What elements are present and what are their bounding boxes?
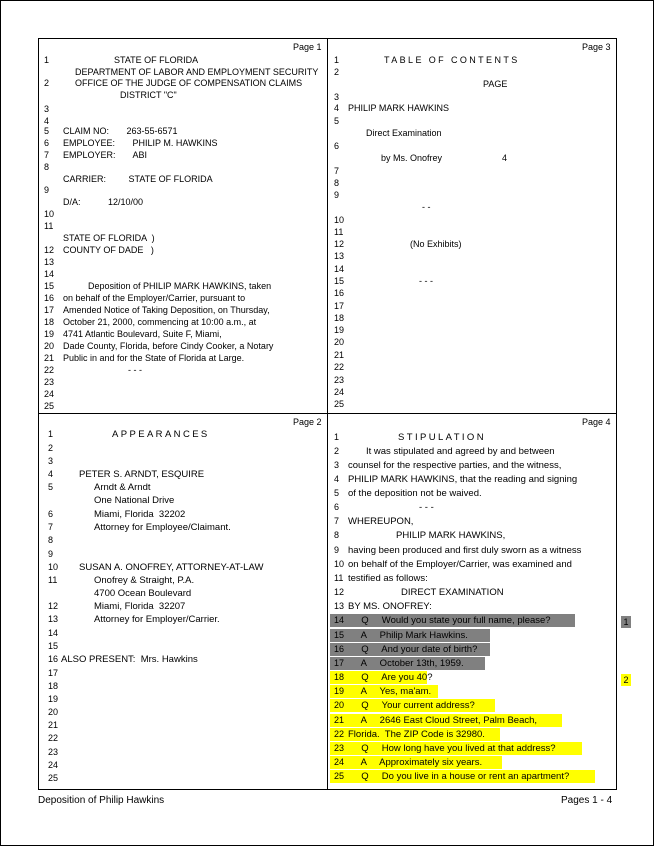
- line-number: 12: [44, 245, 55, 255]
- transcript-line: Onofrey & Straight, P.A.: [94, 575, 195, 586]
- transcript-line: - -: [422, 202, 431, 212]
- transcript-line: ALSO PRESENT: Mrs. Hawkins: [61, 654, 198, 665]
- line-number: 18: [334, 313, 345, 323]
- line-number: 2: [48, 443, 54, 453]
- transcript-line: Attorney for Employer/Carrier.: [94, 614, 220, 625]
- line-number: 3: [48, 456, 54, 466]
- transcript-line: EMPLOYEE: PHILIP M. HAWKINS: [63, 138, 218, 148]
- line-number: 15: [334, 276, 345, 286]
- transcript-line: CARRIER: STATE OF FLORIDA: [63, 174, 213, 184]
- line-number: 4: [334, 474, 340, 484]
- transcript-line: A Yes, ma'am.: [348, 686, 432, 697]
- line-number: 22: [334, 729, 345, 739]
- transcript-line: on behalf of the Employer/Carrier, pursuant to: [63, 293, 246, 303]
- line-number: 19: [44, 329, 55, 339]
- line-number: 6: [334, 502, 340, 512]
- line-number: 8: [334, 530, 340, 540]
- line-number: 2: [334, 446, 340, 456]
- line-number: 10: [48, 562, 59, 572]
- transcript-line: Q Do you live in a house or rent an apartment?: [348, 771, 570, 782]
- transcript-line: Dade County, Florida, before Cindy Cooker, a Notary: [63, 341, 274, 351]
- page-label-1: Page 1: [293, 42, 322, 52]
- transcript-line: D/A: 12/10/00: [63, 197, 144, 207]
- line-number: 22: [44, 365, 55, 375]
- line-number: 24: [44, 389, 55, 399]
- transcript-line: PHILIP MARK HAWKINS,: [396, 530, 506, 541]
- transcript-line: of the deposition not be waived.: [348, 488, 482, 499]
- line-number: 5: [334, 116, 340, 126]
- margin-marker-gray[interactable]: 1: [621, 616, 631, 628]
- transcript-line: 4741 Atlantic Boulevard, Suite F, Miami,: [63, 329, 222, 339]
- line-number: 15: [48, 641, 59, 651]
- transcript-line: Q How long have you lived at that address?: [348, 743, 556, 754]
- transcript-line: Miami, Florida 32207: [94, 601, 186, 612]
- line-number: 7: [48, 522, 54, 532]
- line-number: 22: [48, 733, 59, 743]
- transcript-line: on behalf of the Employer/Carrier, was examined and: [348, 559, 572, 570]
- line-number: 14: [334, 264, 345, 274]
- line-number: 20: [44, 341, 55, 351]
- transcript-line: A 2646 East Cloud Street, Palm Beach,: [348, 715, 538, 726]
- line-number: 16: [44, 293, 55, 303]
- line-number: 13: [48, 614, 59, 624]
- line-number: 11: [334, 573, 344, 583]
- transcript-line: Deposition of PHILIP MARK HAWKINS, taken: [63, 281, 272, 291]
- transcript-line: DEPARTMENT OF LABOR AND EMPLOYMENT SECURITY: [75, 67, 319, 77]
- line-number: 5: [44, 126, 50, 136]
- transcript-line: 4700 Ocean Boulevard: [94, 588, 192, 599]
- margin-marker-yellow[interactable]: 2: [621, 674, 631, 686]
- transcript-line: Q Your current address?: [348, 700, 475, 711]
- line-number: 23: [334, 743, 345, 753]
- line-number: 10: [44, 209, 55, 219]
- line-number: 11: [48, 575, 58, 585]
- line-number: 1: [44, 55, 50, 65]
- line-number: 24: [334, 387, 345, 397]
- line-number: 16: [48, 654, 59, 664]
- transcript-line: DIRECT EXAMINATION: [401, 587, 504, 598]
- line-number: 15: [44, 281, 55, 291]
- transcript-line: OFFICE OF THE JUDGE OF COMPENSATION CLAIMS: [75, 78, 303, 88]
- transcript-line: counsel for the respective parties, and the witness,: [348, 460, 562, 471]
- line-number: 19: [48, 694, 59, 704]
- line-number: 12: [48, 601, 59, 611]
- transcript-line: A Philip Mark Hawkins.: [348, 630, 468, 641]
- line-number: 21: [334, 350, 345, 360]
- line-number: 17: [334, 658, 345, 668]
- line-number: 5: [48, 482, 54, 492]
- line-number: 25: [44, 401, 55, 411]
- line-number: 10: [334, 215, 345, 225]
- line-number: 23: [334, 375, 345, 385]
- line-number: 18: [44, 317, 55, 327]
- line-number: 21: [44, 353, 55, 363]
- line-number: 3: [334, 460, 340, 470]
- line-number: 17: [48, 668, 59, 678]
- line-number: 14: [48, 628, 59, 638]
- line-number: 3: [44, 104, 50, 114]
- transcript-line: CLAIM NO: 263-55-6571: [63, 126, 178, 136]
- transcript-line: WHEREUPON,: [348, 516, 414, 527]
- line-number: 12: [334, 587, 345, 597]
- transcript-line: TABLE OF CONTENTS: [384, 55, 520, 65]
- line-number: 14: [334, 615, 345, 625]
- transcript-line: Florida. The ZIP Code is 32980.: [348, 729, 485, 740]
- line-number: 18: [334, 672, 345, 682]
- line-number: 10: [334, 559, 345, 569]
- transcript-line: Q Are you 40?: [348, 672, 433, 683]
- transcript-line: PHILIP MARK HAWKINS: [348, 103, 450, 113]
- line-number: 19: [334, 325, 345, 335]
- line-number: 20: [334, 337, 345, 347]
- row-divider: [38, 413, 616, 414]
- transcript-line: It was stipulated and agreed by and between: [366, 446, 555, 457]
- line-number: 16: [334, 288, 345, 298]
- line-number: 9: [44, 185, 50, 195]
- page-label-4: Page 4: [582, 417, 611, 427]
- line-number: 1: [334, 55, 340, 65]
- line-number: 16: [334, 644, 345, 654]
- line-number: 9: [334, 190, 340, 200]
- footer-title: Deposition of Philip Hawkins: [38, 795, 165, 806]
- transcript-line: PAGE: [483, 79, 508, 89]
- line-number: 8: [334, 178, 340, 188]
- transcript-line: Arndt & Arndt: [94, 482, 151, 493]
- line-number: 24: [48, 760, 59, 770]
- transcript-line: Q Would you state your full name, please?: [348, 615, 551, 626]
- line-number: 25: [334, 771, 345, 781]
- line-number: 7: [334, 516, 340, 526]
- line-number: 4: [334, 103, 340, 113]
- line-number: 7: [334, 166, 340, 176]
- transcript-line: (No Exhibits): [410, 239, 462, 249]
- footer-pages: Pages 1 - 4: [561, 795, 613, 806]
- transcript-line: EMPLOYER: ABI: [63, 150, 148, 160]
- line-number: 11: [44, 221, 54, 231]
- line-number: 19: [334, 686, 345, 696]
- transcript-line: - - -: [63, 365, 143, 375]
- line-number: 4: [44, 116, 50, 126]
- line-number: 3: [334, 92, 340, 102]
- line-number: 15: [334, 630, 345, 640]
- transcript-line: A Approximately six years.: [348, 757, 483, 768]
- line-number: 12: [334, 239, 345, 249]
- line-number: 20: [334, 700, 345, 710]
- line-number: 17: [334, 301, 345, 311]
- page-label-2: Page 2: [293, 417, 322, 427]
- line-number: 18: [48, 681, 59, 691]
- line-number: 6: [44, 138, 50, 148]
- line-number: 1: [334, 432, 340, 442]
- transcript-line: Attorney for Employee/Claimant.: [94, 522, 231, 533]
- line-number: 24: [334, 757, 345, 767]
- transcript-line: - - -: [419, 502, 434, 513]
- transcript-line: Direct Examination: [366, 128, 442, 138]
- line-number: 6: [48, 509, 54, 519]
- transcript-line: COUNTY OF DADE ): [63, 245, 154, 255]
- transcript-line: APPEARANCES: [112, 429, 210, 440]
- line-number: 25: [334, 399, 345, 409]
- transcript-line: Amended Notice of Taking Deposition, on Thursday,: [63, 305, 270, 315]
- line-number: 17: [44, 305, 55, 315]
- transcript-line: SUSAN A. ONOFREY, ATTORNEY-AT-LAW: [79, 562, 264, 573]
- transcript-line: by Ms. Onofrey 4: [381, 153, 508, 163]
- line-number: 2: [44, 78, 50, 88]
- line-number: 8: [44, 162, 50, 172]
- transcript-line: One National Drive: [94, 495, 175, 506]
- transcript-line: PHILIP MARK HAWKINS, that the reading and signing: [348, 474, 578, 485]
- transcript-line: October 21, 2000, commencing at 10:00 a.m., at: [63, 317, 257, 327]
- line-number: 9: [334, 545, 340, 555]
- line-number: 5: [334, 488, 340, 498]
- line-number: 14: [44, 269, 55, 279]
- line-number: 23: [44, 377, 55, 387]
- line-number: 8: [48, 535, 54, 545]
- transcript-line: PETER S. ARNDT, ESQUIRE: [79, 469, 205, 480]
- transcript-line: - - -: [419, 276, 433, 286]
- line-number: 25: [48, 773, 59, 783]
- line-number: 2: [334, 67, 340, 77]
- line-number: 21: [334, 715, 345, 725]
- transcript-line: STATE OF FLORIDA: [114, 55, 199, 65]
- transcript-line: BY MS. ONOFREY:: [348, 601, 432, 612]
- transcript-line: testified as follows:: [348, 573, 428, 584]
- transcript-line: Miami, Florida 32202: [94, 509, 186, 520]
- line-number: 20: [48, 707, 59, 717]
- transcript-line: Public in and for the State of Florida at Large.: [63, 353, 245, 363]
- line-number: 9: [48, 549, 54, 559]
- transcript-line: STIPULATION: [398, 432, 486, 443]
- line-number: 1: [48, 429, 54, 439]
- line-number: 13: [44, 257, 55, 267]
- page-label-3: Page 3: [582, 42, 611, 52]
- line-number: 7: [44, 150, 50, 160]
- transcript-line: DISTRICT "C": [120, 90, 177, 100]
- line-number: 23: [48, 747, 59, 757]
- line-number: 6: [334, 141, 340, 151]
- transcript-line: STATE OF FLORIDA ): [63, 233, 155, 243]
- line-number: 22: [334, 362, 345, 372]
- transcript-line: A October 13th, 1959.: [348, 658, 464, 669]
- line-number: 4: [48, 469, 54, 479]
- line-number: 21: [48, 720, 59, 730]
- transcript-line: Q And your date of birth?: [348, 644, 478, 655]
- line-number: 13: [334, 601, 345, 611]
- transcript-line: having been produced and first duly sworn as a witness: [348, 545, 582, 556]
- line-number: 11: [334, 227, 344, 237]
- line-number: 13: [334, 251, 345, 261]
